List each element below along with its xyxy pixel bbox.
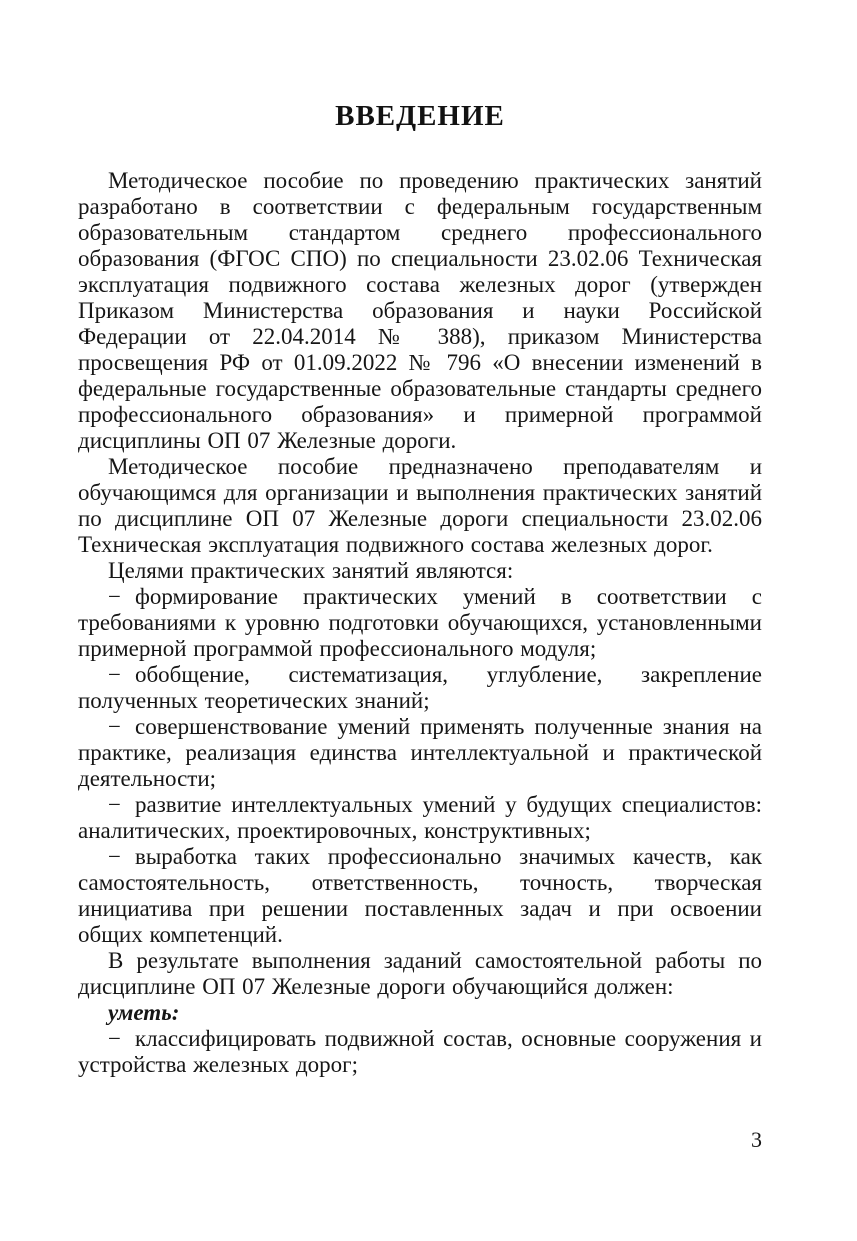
bullet-dash: − xyxy=(108,714,121,739)
bullet-dash: − xyxy=(108,1026,121,1051)
list-item-text: классифицировать подвижной состав, основные сооружения и устройства железных дорог; xyxy=(78,1026,762,1077)
page-body xyxy=(78,168,762,1078)
paragraph-purpose: Методическое пособие предназначено преподавателям и обучающимся для организации и выполнения практических занятий по дисциплине ОП 07 Железные дороги специальности 23.02.06 Техническая эксплуатация подвижного состава железных дорог. xyxy=(78,454,762,557)
list-item-text: выработка таких профессионально значимых качеств, как самостоятельность, ответственность, точность, творческая инициатива при решении поставленных задач и при освоении общих компетенций. xyxy=(78,844,762,947)
list-item-text: формирование практических умений в соответствии с требованиями к уровню подготовки обучающихся, установленными примерной программой профессионального модуля; xyxy=(78,584,762,661)
list-item-6 xyxy=(78,1026,762,1078)
bullet-dash: − xyxy=(108,662,121,687)
list-item-text: развитие интеллектуальных умений у будущих специалистов: аналитических, проектировочных, конструктивных; xyxy=(78,792,762,843)
list-item-text: обобщение, систематизация, углубление, закрепление полученных теоретических знаний; xyxy=(78,662,762,713)
subheading-umet: уметь: xyxy=(108,1000,180,1025)
paragraph-results-lead: В результате выполнения заданий самостоятельной работы по дисциплине ОП 07 Железные дороги обучающийся должен: xyxy=(78,948,762,999)
list-item-2 xyxy=(78,662,762,714)
paragraph-intro: Методическое пособие по проведению практических занятий разработано в соответствии с федеральным государственным образовательным стандартом среднего профессионального образования (ФГОС СПО) по специальности 23.02.06 Техническая эксплуатация подвижного состава железных дорог (утвержден Приказом Министерства образования и науки Российской Федерации от 22.04.2014 № 388), приказом Министерства просвещения РФ от 01.09.2022 № 796 «О внесении изменений в федеральные государственные образовательные стандарты среднего профессионального образования» и примерной программой дисциплины ОП 07 Железные дороги. xyxy=(78,168,762,453)
bullet-dash: − xyxy=(108,584,121,609)
list-item-4 xyxy=(78,792,762,844)
page-number: 3 xyxy=(751,1127,762,1152)
bullet-dash: − xyxy=(108,792,121,817)
text-column xyxy=(78,0,762,1078)
list-item-text: совершенствование умений применять полученные знания на практике, реализация единства интеллектуальной и практической деятельности; xyxy=(78,714,762,791)
bullet-dash: − xyxy=(108,844,121,869)
list-item-5 xyxy=(78,844,762,948)
list-item-1 xyxy=(78,584,762,662)
list-item-3 xyxy=(78,714,762,792)
page-title: ВВЕДЕНИЕ xyxy=(335,100,505,132)
paragraph-goals-lead: Целями практических занятий являются: xyxy=(108,558,514,583)
